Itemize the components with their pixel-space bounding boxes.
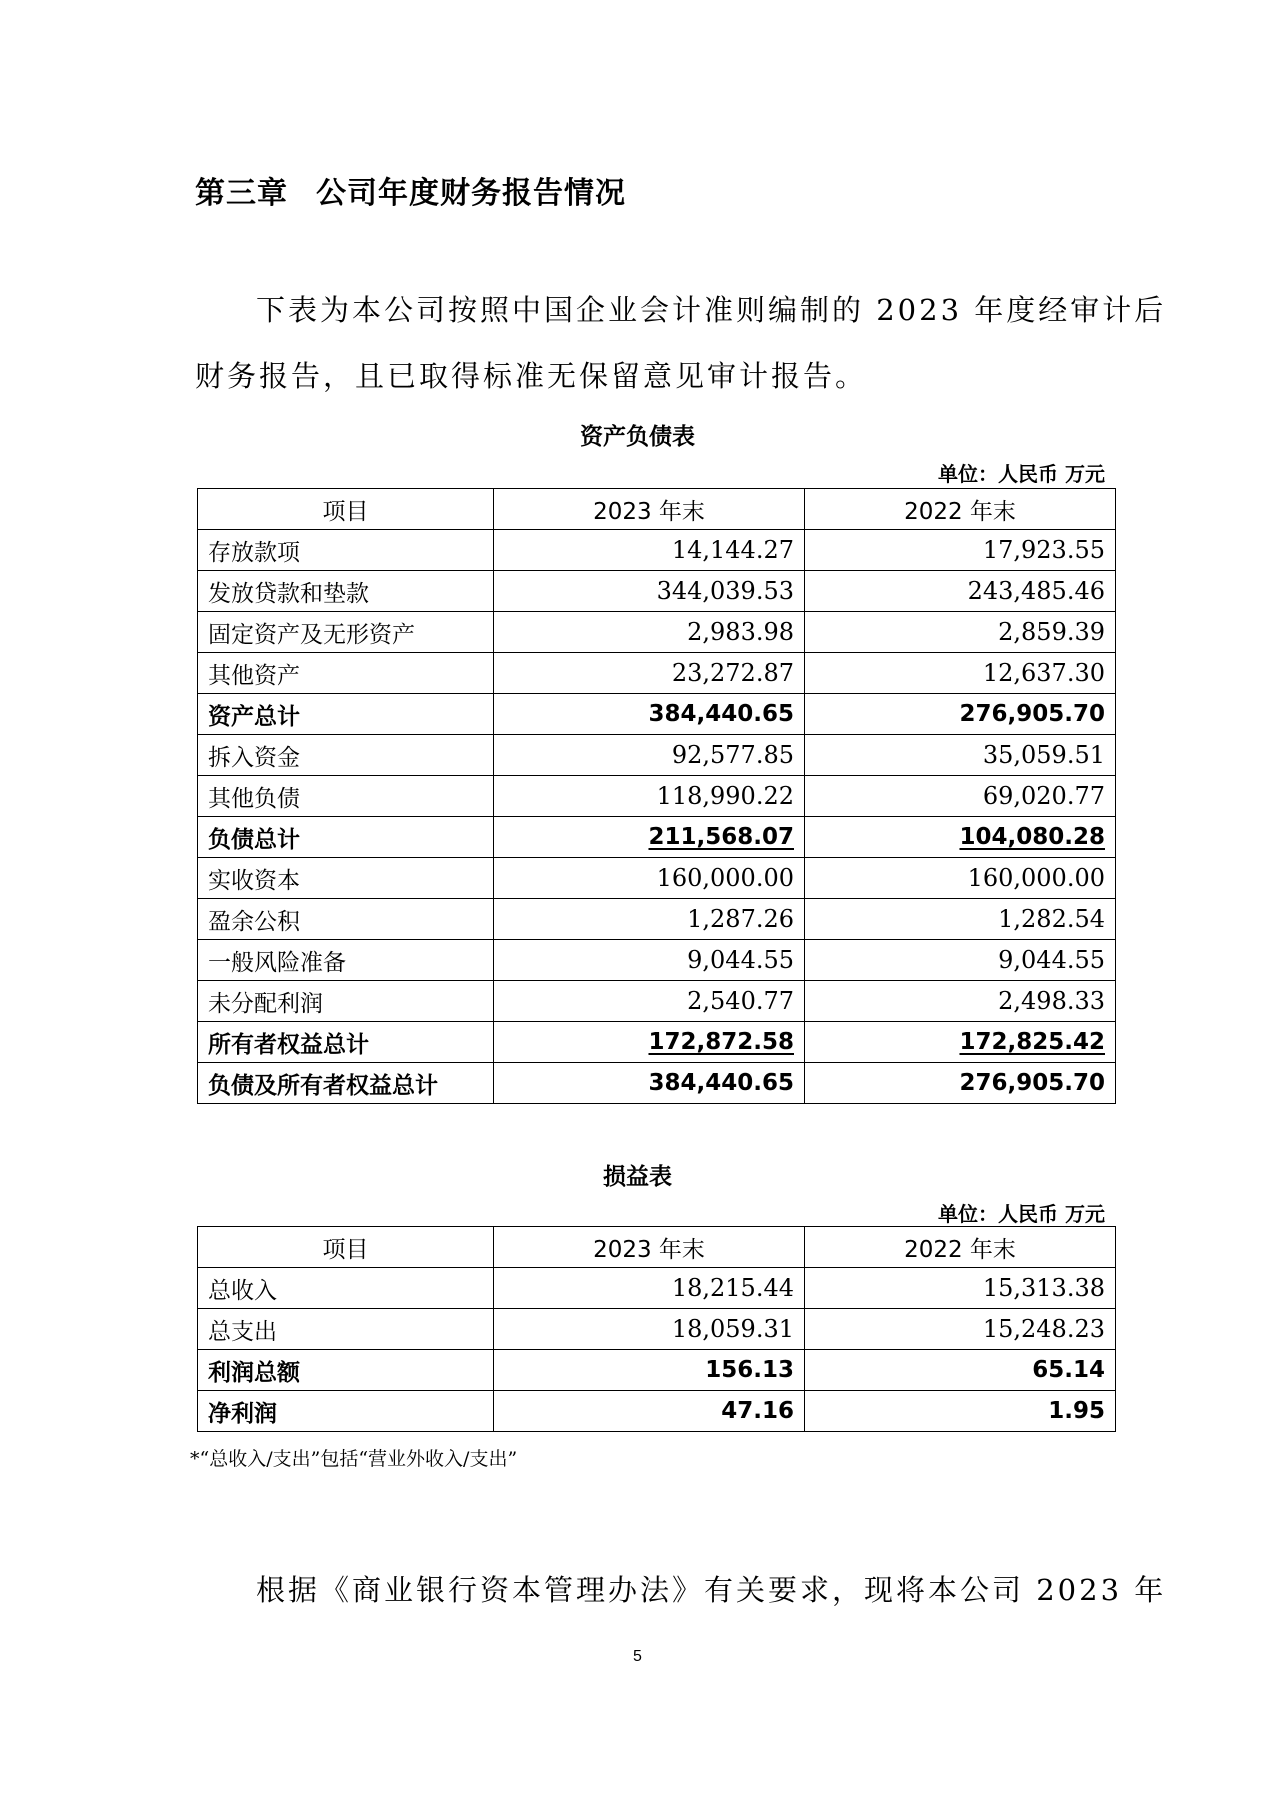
table-row — [198, 981, 1116, 1022]
table-row — [198, 1063, 1116, 1104]
value-2022: 276,905.70 — [805, 694, 1116, 735]
table-row — [198, 1391, 1116, 1432]
value-2023: 2,540.77 — [494, 981, 805, 1022]
row-label: 发放贷款和垫款 — [198, 571, 494, 612]
column-header-item: 项目 — [198, 489, 494, 530]
table-row — [198, 817, 1116, 858]
table-row — [198, 571, 1116, 612]
balance-sheet-table — [197, 488, 1116, 1104]
underlined-value: 104,080.28 — [959, 824, 1105, 850]
row-label: 资产总计 — [198, 694, 494, 735]
value-2023: 2,983.98 — [494, 612, 805, 653]
table-row — [198, 940, 1116, 981]
row-label: 所有者权益总计 — [198, 1022, 494, 1063]
value-2023: 160,000.00 — [494, 858, 805, 899]
chapter-title — [195, 168, 626, 212]
value-2022: 15,248.23 — [805, 1309, 1116, 1350]
underlined-value: 172,825.42 — [959, 1029, 1105, 1055]
column-header-2022: 2022 年末 — [805, 1227, 1116, 1268]
value-2022: 243,485.46 — [805, 571, 1116, 612]
income-statement-table — [197, 1226, 1116, 1432]
column-header-2023: 2023 年末 — [494, 489, 805, 530]
value-2022: 276,905.70 — [805, 1063, 1116, 1104]
value-2023: 384,440.65 — [494, 1063, 805, 1104]
column-header-2022: 2022 年末 — [805, 489, 1116, 530]
table-row — [198, 612, 1116, 653]
table-row — [198, 1309, 1116, 1350]
table-row — [198, 694, 1116, 735]
table-row — [198, 1022, 1116, 1063]
row-label: 负债及所有者权益总计 — [198, 1063, 494, 1104]
table-row — [198, 858, 1116, 899]
value-2023: 9,044.55 — [494, 940, 805, 981]
value-2023 — [494, 1022, 805, 1063]
table-row — [198, 530, 1116, 571]
value-2023: 92,577.85 — [494, 735, 805, 776]
value-2023: 47.16 — [494, 1391, 805, 1432]
balance-sheet-title: 资产负债表 — [580, 424, 695, 450]
underlined-value: 211,568.07 — [648, 824, 794, 850]
table-row — [198, 776, 1116, 817]
income-statement-footnote: *“总收入/支出”包括“营业外收入/支出” — [190, 1448, 518, 1470]
chapter-number: 第三章 — [195, 176, 288, 211]
table-header-row — [198, 489, 1116, 530]
value-2022: 1,282.54 — [805, 899, 1116, 940]
row-label: 存放款项 — [198, 530, 494, 571]
value-2022: 9,044.55 — [805, 940, 1116, 981]
value-2022: 35,059.51 — [805, 735, 1116, 776]
income-statement-body — [198, 1268, 1116, 1432]
value-2022 — [805, 1022, 1116, 1063]
page-number: 5 — [633, 1648, 642, 1665]
value-2022: 12,637.30 — [805, 653, 1116, 694]
value-2022 — [805, 817, 1116, 858]
table-row — [198, 653, 1116, 694]
value-2023: 156.13 — [494, 1350, 805, 1391]
value-2023: 118,990.22 — [494, 776, 805, 817]
row-label: 总收入 — [198, 1268, 494, 1309]
value-2023: 344,039.53 — [494, 571, 805, 612]
value-2023: 384,440.65 — [494, 694, 805, 735]
value-2023: 23,272.87 — [494, 653, 805, 694]
row-label: 负债总计 — [198, 817, 494, 858]
column-header-2023: 2023 年末 — [494, 1227, 805, 1268]
table-row — [198, 1268, 1116, 1309]
underlined-value: 172,872.58 — [648, 1029, 794, 1055]
row-label: 其他负债 — [198, 776, 494, 817]
table-row — [198, 899, 1116, 940]
closing-paragraph-line-1: 根据《商业银行资本管理办法》有关要求，现将本公司 2023 年 — [256, 1573, 1167, 1607]
intro-paragraph-line-1: 下表为本公司按照中国企业会计准则编制的 2023 年度经审计后 — [256, 293, 1167, 327]
value-2022: 69,020.77 — [805, 776, 1116, 817]
chapter-heading: 公司年度财务报告情况 — [316, 176, 626, 211]
value-2022: 160,000.00 — [805, 858, 1116, 899]
table-header-row — [198, 1227, 1116, 1268]
value-2023: 14,144.27 — [494, 530, 805, 571]
value-2022: 2,498.33 — [805, 981, 1116, 1022]
value-2023 — [494, 817, 805, 858]
value-2023: 18,059.31 — [494, 1309, 805, 1350]
value-2023: 1,287.26 — [494, 899, 805, 940]
balance-sheet-unit: 单位：人民币 万元 — [938, 462, 1105, 486]
intro-paragraph-line-2: 财务报告，且已取得标准无保留意见审计报告。 — [195, 359, 868, 393]
table-row — [198, 735, 1116, 776]
row-label: 实收资本 — [198, 858, 494, 899]
row-label: 固定资产及无形资产 — [198, 612, 494, 653]
row-label: 其他资产 — [198, 653, 494, 694]
value-2023: 18,215.44 — [494, 1268, 805, 1309]
row-label: 净利润 — [198, 1391, 494, 1432]
column-header-item: 项目 — [198, 1227, 494, 1268]
value-2022: 1.95 — [805, 1391, 1116, 1432]
row-label: 拆入资金 — [198, 735, 494, 776]
value-2022: 2,859.39 — [805, 612, 1116, 653]
value-2022: 17,923.55 — [805, 530, 1116, 571]
row-label: 利润总额 — [198, 1350, 494, 1391]
row-label: 盈余公积 — [198, 899, 494, 940]
row-label: 一般风险准备 — [198, 940, 494, 981]
row-label: 未分配利润 — [198, 981, 494, 1022]
income-statement-unit: 单位：人民币 万元 — [938, 1202, 1105, 1226]
row-label: 总支出 — [198, 1309, 494, 1350]
table-row — [198, 1350, 1116, 1391]
income-statement-title: 损益表 — [603, 1164, 672, 1190]
value-2022: 15,313.38 — [805, 1268, 1116, 1309]
value-2022: 65.14 — [805, 1350, 1116, 1391]
balance-sheet-body — [198, 530, 1116, 1104]
